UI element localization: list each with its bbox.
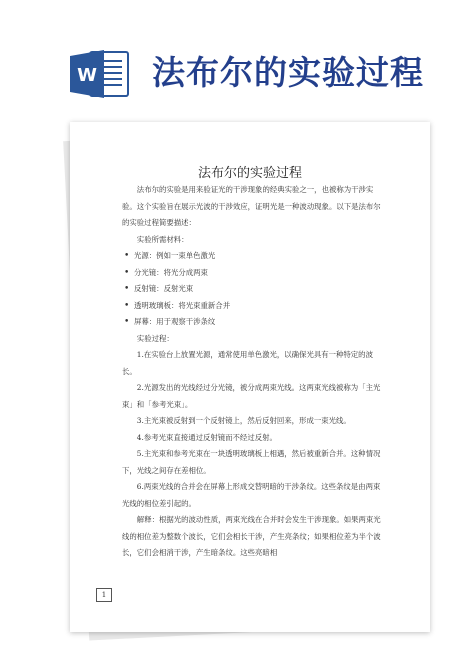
document-page [70,122,430,632]
material-item: • 屏幕：用于观察干涉条纹 [122,314,384,331]
materials-heading: 实验所需材料： [136,234,189,244]
material-item: • 光源：例如一束单色激光 [122,248,384,265]
header-title: 法布尔的实验过程 [152,53,424,92]
step-item: 3.主光束被反射到一个反射镜上，然后反射回来，形成一束光线。 [136,416,351,425]
step-item: 2.光源发出的光线经过分光镜，被分成两束光线。这两束光线被称为「主光束」和「参考光束」。 [122,383,381,409]
document-body [122,182,384,562]
page-number: 1 [96,588,112,602]
step-item: 6.两束光线的合并会在屏幕上形成交替明暗的干涉条纹。这些条纹是由两束光线的相位差引起的。 [122,482,381,508]
word-document-icon [70,48,130,100]
material-item: • 透明玻璃板：将光束重新合并 [122,298,384,315]
steps-heading: 实验过程： [136,333,174,343]
material-item: • 分光镜：将光分成两束 [122,265,384,282]
step-item: 4.参考光束直接通过反射镜而不经过反射。 [136,432,277,442]
intro-paragraph: 法布尔的实验是用来验证光的干涉现象的经典实验之一，也被称为干涉实验。这个实验旨在展示光波的干涉效应，证明光是一种波动现象。以下是法布尔的实验过程简要描述： [122,185,381,227]
material-item: • 反射镜：反射光束 [122,281,384,298]
step-item: 1.在实验台上放置光源，通常使用单色激光，以确保光具有一种特定的波长。 [122,350,373,376]
explanation-paragraph: 解释：根据光的波动性质，两束光线在合并时会发生干涉现象。如果两束光线的相位差为整数个波长，它们会相长干涉，产生亮条纹；如果相位差为半个波长，它们会相消干涉，产生暗条纹。这些亮暗相 [122,515,381,557]
step-item: 5.主光束和参考光束在一块透明玻璃板上相遇，然后被重新合并。这种情况下，光线之间存在差相位。 [122,449,381,475]
document-title: 法布尔的实验过程 [197,166,302,181]
svg-text:W: W [77,65,97,86]
header-banner [0,0,474,110]
